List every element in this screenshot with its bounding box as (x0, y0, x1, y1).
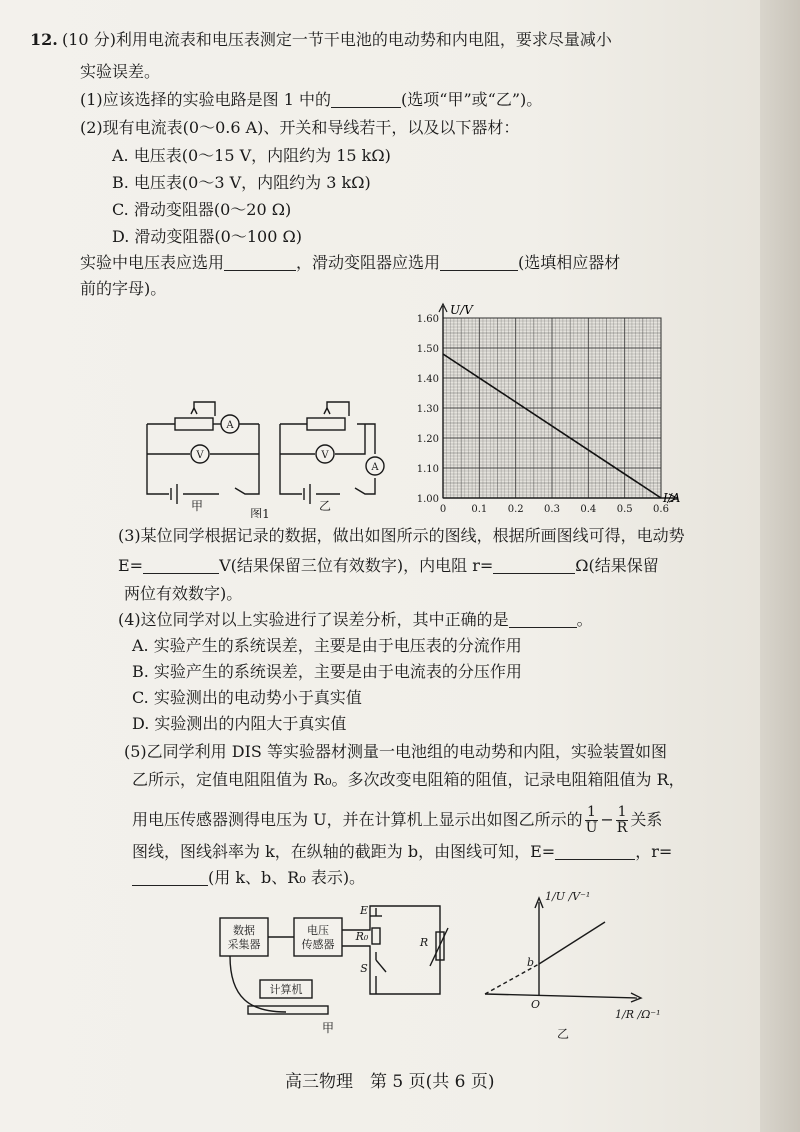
part4-option-a: A. 实验产生的系统误差，主要是由于电压表的分流作用 (132, 636, 522, 655)
part5-line4-b: ，r= (635, 842, 673, 861)
part3-text-c: V(结果保留三位有效数字)，内电阻 r= (219, 556, 494, 575)
part3-text-b: E= (118, 556, 144, 575)
frac2-den: R (616, 820, 628, 836)
jia-ammeter-label: A (226, 420, 234, 431)
x-tick-label: 0.2 (507, 504, 524, 515)
part2-ask (80, 253, 620, 273)
yi-solid-line (539, 922, 605, 964)
yi-x-axis (485, 994, 637, 998)
part5-line3-b: 关系 (630, 810, 663, 829)
switch-s (376, 952, 386, 994)
y-tick-label: 1.20 (416, 434, 439, 445)
part5-line5-text: (用 k、b、R₀ 表示)。 (208, 868, 366, 887)
question-stem-line2: 实验误差。 (80, 62, 161, 81)
computer-keyboard (248, 1006, 328, 1014)
part5-minus: − (600, 810, 614, 829)
yi-x-label: 1/R /Ω⁻¹ (615, 1008, 661, 1021)
part5-emf-blank[interactable] (555, 843, 635, 860)
y-tick-label: 1.10 (416, 464, 439, 475)
part1 (80, 90, 542, 110)
jia-voltmeter-label: V (196, 450, 204, 461)
part5-line3 (132, 804, 662, 836)
x-tick-label: 0.6 (653, 504, 669, 515)
box-volt-line1: 电压 (307, 924, 329, 937)
question-number: 12. (30, 30, 58, 49)
fraction-1-over-u (585, 805, 599, 836)
part4-option-c: C. 实验测出的电动势小于真实值 (132, 688, 362, 707)
y-tick-label: 1.60 (416, 314, 439, 325)
jia-rheostat (175, 418, 213, 430)
x-tick-label: 0.4 (580, 504, 597, 515)
chart-x-label: I/A (663, 491, 681, 505)
x-tick-label: 0.5 (616, 504, 633, 515)
part1-answer-blank[interactable] (331, 91, 401, 108)
frac1-num: 1 (585, 805, 599, 821)
frac1-den: U (585, 820, 598, 836)
part2-ask-d: 前的字母)。 (80, 279, 167, 298)
part3-line2 (118, 556, 659, 576)
jia-wire-right (235, 424, 259, 494)
y-tick-label: 1.30 (416, 404, 439, 415)
yi-intercept-b: b (527, 956, 535, 969)
label-e: E (359, 904, 369, 917)
part2-option-c: C. 滑动变阻器(0～20 Ω) (112, 200, 292, 219)
sensor-wires (342, 906, 440, 994)
part4-intro-line (118, 610, 593, 630)
part2-option-a: A. 电压表(0～15 V，内阻约为 15 kΩ) (112, 146, 391, 165)
part5-line1: (5)乙同学利用 DIS 等实验器材测量一电池组的电动势和内阻，实验装置如图 (124, 742, 667, 761)
part4-answer-blank[interactable] (509, 611, 577, 628)
box-data-line1: 数据 (233, 924, 255, 937)
figure-dis-caption: 甲 (321, 1021, 335, 1035)
x-tick-label: 0 (439, 504, 447, 515)
box-volt-line2: 传感器 (301, 938, 335, 951)
part4-end: 。 (576, 610, 593, 629)
x-tick-label: 0.1 (471, 504, 488, 515)
part4-option-b: B. 实验产生的系统误差，主要是由于电流表的分压作用 (132, 662, 522, 681)
ui-chart (405, 300, 690, 522)
question-stem-line1: (10 分)利用电流表和电压表测定一节干电池的电动势和内电阻，要求尽量减小 (62, 30, 612, 49)
jia-wire-left (147, 424, 169, 494)
part3-emf-blank[interactable] (143, 557, 219, 574)
page-footer: 高三物理 第 5 页(共 6 页) (285, 1072, 495, 1092)
x-tick-label: 0.3 (544, 504, 560, 515)
part5-resistance-blank[interactable] (132, 869, 208, 886)
part5-line4 (132, 842, 672, 862)
chart-y-label: U/V (450, 303, 473, 317)
part1-text-b: (选项“甲”或“乙”)。 (401, 90, 543, 109)
figure-yi-graph (465, 886, 690, 1046)
label-jia: 甲 (190, 499, 204, 513)
yi-caption: 乙 (557, 1027, 570, 1041)
part3-line3: 两位有效数字)。 (124, 584, 243, 603)
part2-ask-b: ，滑动变阻器应选用 (296, 253, 441, 272)
yi-rheostat (307, 418, 345, 430)
part4-intro: (4)这位同学对以上实验进行了误差分析，其中正确的是 (118, 610, 509, 629)
chart-grid (443, 318, 661, 498)
y-tick-label: 1.50 (416, 344, 439, 355)
yi-ammeter-label: A (371, 462, 379, 473)
figure1-circuits (135, 388, 400, 518)
part5-line2: 乙所示，定值电阻阻值为 R₀。多次改变电阻箱的阻值，记录电阻箱阻值为 R， (132, 770, 685, 789)
part5-line5 (132, 868, 365, 888)
part2-ask-c: (选填相应器材 (518, 253, 621, 272)
label-r: R (419, 936, 429, 949)
y-tick-label: 1.40 (416, 374, 439, 385)
figure-dis-apparatus (210, 888, 450, 1038)
part1-text-a: (1)应该选择的实验电路是图 1 中的 (80, 90, 332, 109)
part2-rheostat-blank[interactable] (440, 254, 518, 271)
part2-option-d: D. 滑动变阻器(0～100 Ω) (112, 227, 302, 246)
fraction-1-over-r (616, 805, 629, 836)
y-tick-label: 1.00 (416, 494, 439, 505)
figure1-caption: 图1 (250, 507, 270, 518)
part3-text-d: Ω(结果保留 (575, 556, 659, 575)
part5-line4-a: 图线，图线斜率为 k，在纵轴的截距为 b，由图线可知，E= (132, 842, 556, 861)
part3-resistance-blank[interactable] (493, 557, 575, 574)
part4-option-d: D. 实验测出的内阻大于真实值 (132, 714, 347, 733)
box-data-line2: 采集器 (227, 938, 261, 951)
frac2-num: 1 (617, 804, 627, 820)
part3-line1: (3)某位同学根据记录的数据，做出如图所示的图线，根据所画图线可得，电动势 (118, 526, 685, 545)
label-yi: 乙 (318, 499, 332, 513)
yi-voltmeter-label: V (321, 450, 329, 461)
r0-resistor (372, 928, 380, 944)
part2-option-b: B. 电压表(0～3 V，内阻约为 3 kΩ) (112, 173, 371, 192)
part5-line3-a: 用电压传感器测得电压为 U，并在计算机上显示出如图乙所示的 (132, 810, 583, 829)
part2-intro: (2)现有电流表(0～0.6 A)、开关和导线若干，以及以下器材： (80, 118, 520, 137)
yi-origin: O (531, 998, 541, 1011)
box-computer-label: 计算机 (269, 983, 303, 996)
yi-y-label: 1/U /V⁻¹ (545, 890, 591, 903)
part2-ask-a: 实验中电压表应选用 (80, 253, 225, 272)
page-edge-shadow (760, 0, 800, 1132)
label-s: S (360, 962, 368, 975)
label-r0: R₀ (355, 930, 369, 943)
part2-voltmeter-blank[interactable] (224, 254, 296, 271)
